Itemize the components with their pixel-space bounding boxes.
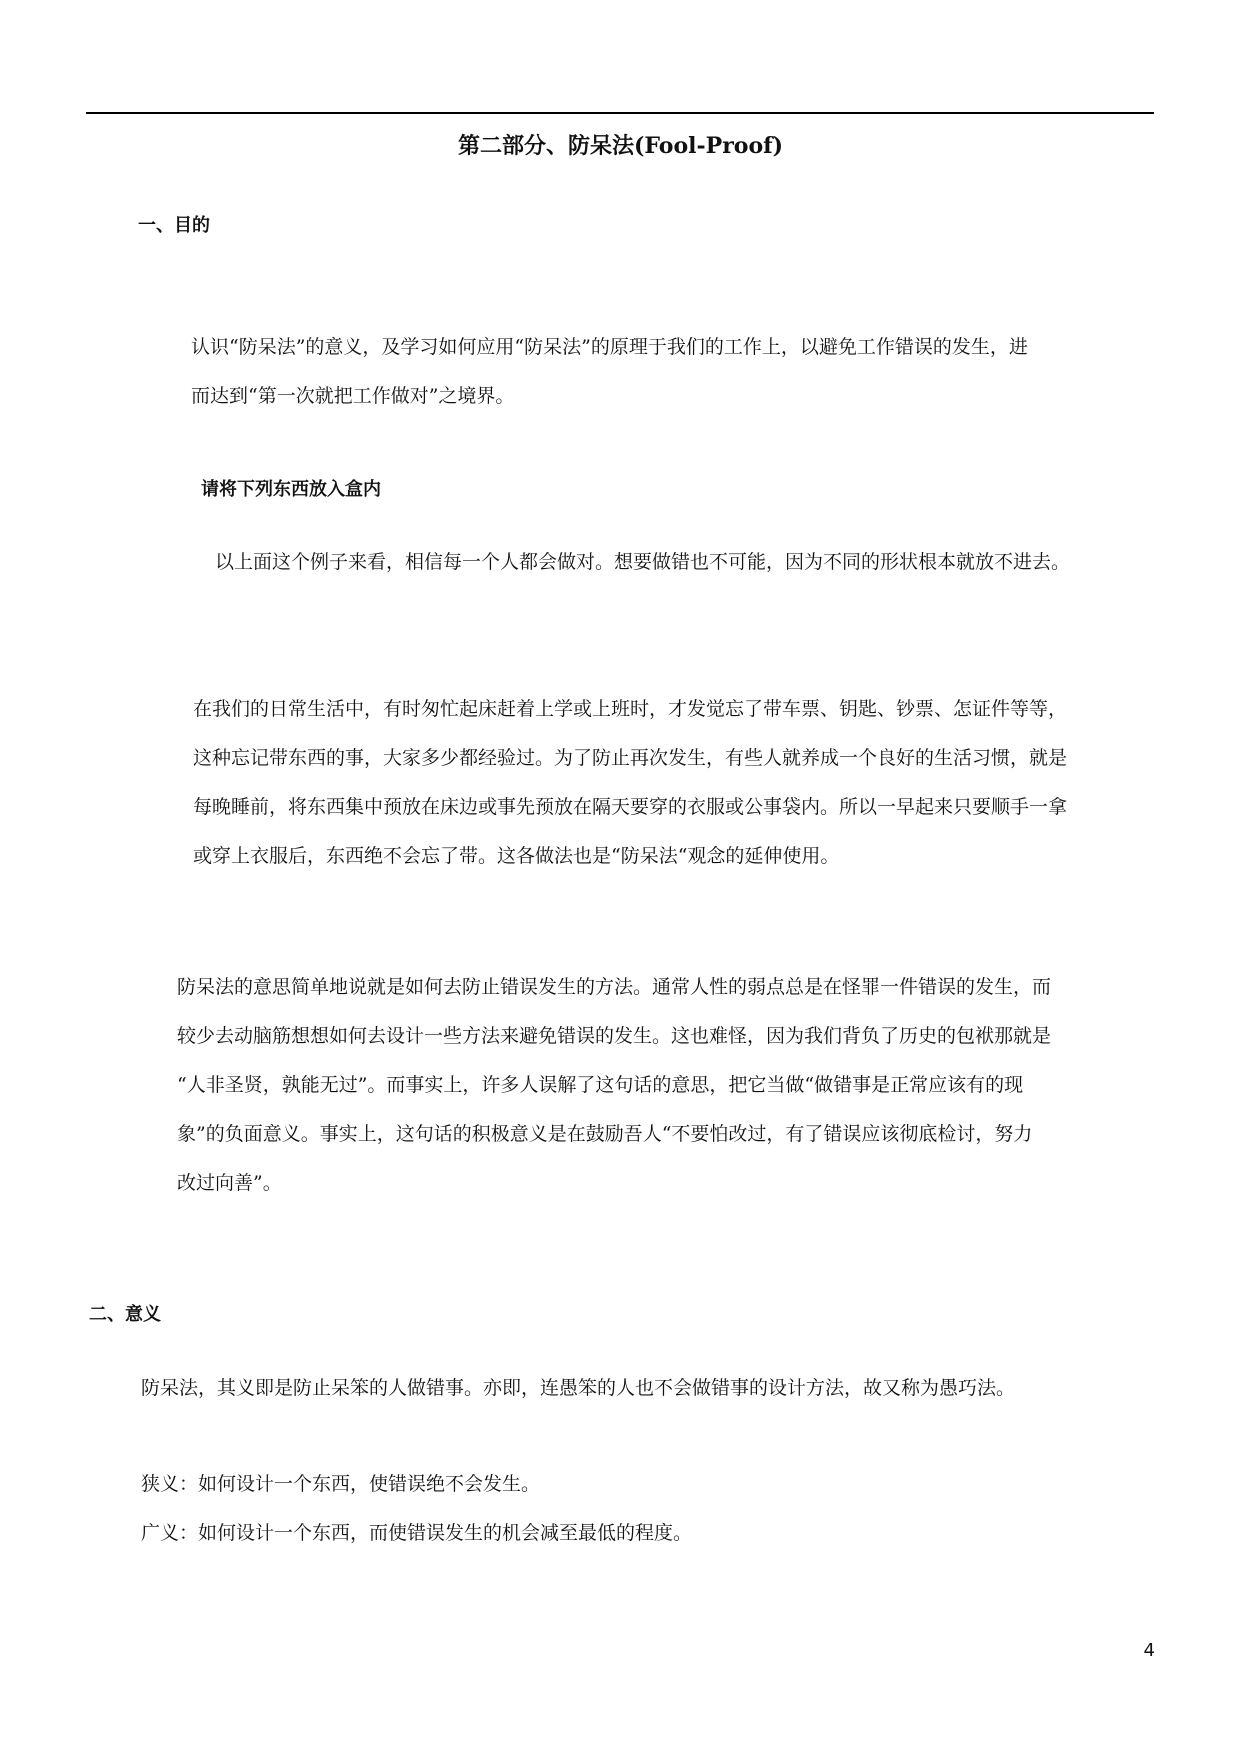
narrow-definition: 狭义：如何设计一个东西，使错误绝不会发生。 bbox=[141, 1473, 541, 1495]
document-title: 第二部分、防呆法(Fool-Proof) bbox=[457, 132, 784, 159]
example-subheading: 请将下列东西放入盒内 bbox=[201, 479, 381, 500]
paragraph-line: 防呆法的意思简单地说就是如何去防止错误发生的方法。通常人性的弱点总是在怪罪一件错误的发生，而 bbox=[177, 976, 1052, 998]
paragraph-line: 较少去动脑筋想想如何去设计一些方法来避免错误的发生。这也难怪，因为我们背负了历史的包袱那就是 bbox=[177, 1025, 1052, 1047]
broad-definition: 广义：如何设计一个东西，而使错误发生的机会减至最低的程度。 bbox=[141, 1522, 693, 1544]
daily-life-paragraph bbox=[193, 685, 1067, 881]
paragraph-line: “人非圣贤，孰能无过”。而事实上，许多人误解了这句话的意思，把它当做“做错事是正常应该有的现 bbox=[177, 1074, 1024, 1096]
paragraph-line: 这种忘记带东西的事，大家多少都经验过。为了防止再次发生，有些人就养成一个良好的生活习惯，就是 bbox=[193, 747, 1068, 769]
paragraph-line: 认识“防呆法”的意义，及学习如何应用“防呆法”的原理于我们的工作上，以避免工作错误的发生，进 bbox=[191, 336, 1028, 358]
definition-text: 防呆法，其义即是防止呆笨的人做错事。亦即，连愚笨的人也不会做错事的设计方法，故又称为愚巧法。 bbox=[141, 1377, 1016, 1399]
section-heading-meaning: 二、意义 bbox=[89, 1304, 161, 1325]
purpose-paragraph bbox=[191, 323, 1028, 421]
example-text: 以上面这个例子来看，相信每一个人都会做对。想要做错也不可能，因为不同的形状根本就放不进去。 bbox=[215, 551, 1071, 573]
paragraph-line: 或穿上衣服后，东西绝不会忘了带。这各做法也是“防呆法“观念的延伸使用。 bbox=[193, 845, 840, 867]
paragraph-line: 每晚睡前，将东西集中预放在床边或事先预放在隔天要穿的衣服或公事袋内。所以一早起来只要顺手一拿 bbox=[193, 796, 1068, 818]
paragraph-line: 象”的负面意义。事实上，这句话的积极意义是在鼓励吾人“不要怕改过，有了错误应该彻底检讨，努力 bbox=[177, 1123, 1033, 1145]
page-number: 4 bbox=[1143, 1640, 1155, 1661]
section-heading-purpose: 一、目的 bbox=[138, 215, 210, 236]
meaning-explanation-paragraph bbox=[177, 963, 1051, 1208]
paragraph-line: 改过向善”。 bbox=[177, 1172, 282, 1194]
paragraph-line: 在我们的日常生活中，有时匆忙起床赶着上学或上班时，才发觉忘了带车票、钥匙、钞票、怎证件等等， bbox=[193, 698, 1068, 720]
paragraph-line: 而达到“第一次就把工作做对”之境界。 bbox=[191, 385, 515, 407]
header-rule bbox=[86, 112, 1154, 114]
